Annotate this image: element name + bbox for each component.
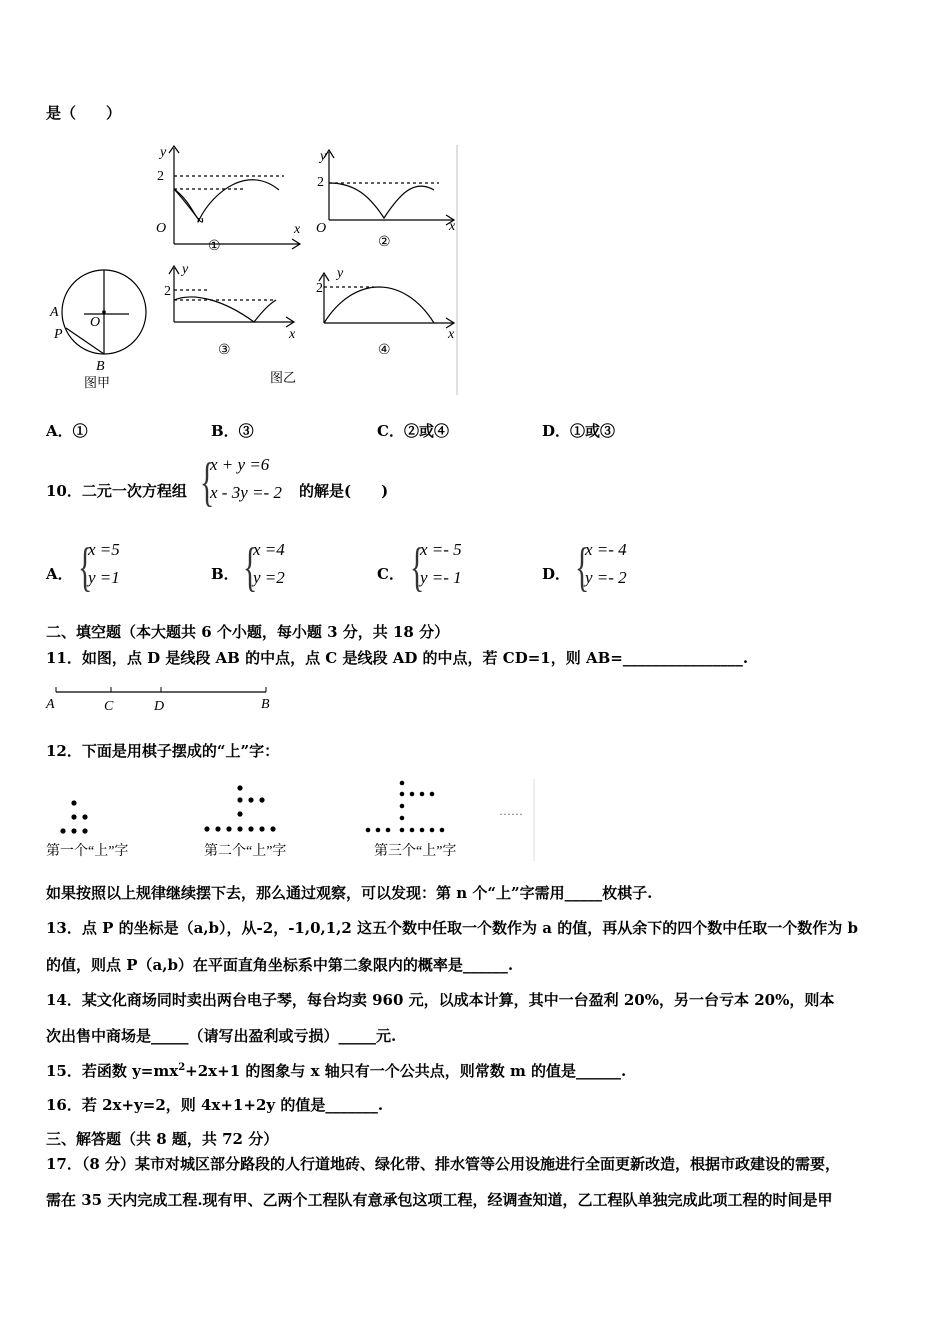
g4-y: y <box>337 266 344 281</box>
q10-system: { x + y =6 x - 3y =- 2 <box>200 452 282 512</box>
q10-option-b-system: { x =4 y =2 <box>243 537 285 597</box>
g2-two: 2 <box>317 175 324 190</box>
g1-label: ① <box>208 239 221 254</box>
q9-tail: 是（ ） <box>46 104 122 122</box>
g3-y: y <box>182 262 189 277</box>
g3-two: 2 <box>164 284 171 299</box>
q9-option-a: A．① <box>46 422 88 440</box>
q13-line-1: 13．点 P 的坐标是（a,b），从-2，-1,0,1,2 这五个数中任取一个数作为 a 的值，再从余下的四个数中任取一个数作为 b <box>46 919 858 937</box>
q10-stem-prefix: 10．二元一次方程组 <box>46 482 187 500</box>
g3-label: ③ <box>218 343 231 358</box>
q11-segment-figure <box>44 682 284 716</box>
g2-y: y <box>320 149 327 164</box>
q12-ellipsis: …… <box>499 804 523 818</box>
q14-line-2: 次出售中商场是_____（请写出盈利或亏损）_____元. <box>46 1027 397 1045</box>
g1-x: x <box>294 222 301 237</box>
q10-option-a-system: { x =5 y =1 <box>78 537 120 597</box>
q12-follow-text: 如果按照以上规律继续摆下去，那么通过观察，可以发现：第 n 个“上”字需用_____枚棋子. <box>46 884 653 902</box>
circle-p: P <box>54 327 63 342</box>
q11-label-a: A <box>46 697 55 712</box>
q10-stem-suffix: 的解是( ) <box>299 482 389 500</box>
g2-label: ② <box>378 235 391 250</box>
q11-text: 11．如图，点 D 是线段 AB 的中点，点 C 是线段 AD 的中点，若 CD=1，则 AB=________________. <box>46 649 749 667</box>
q17-line-1: 17．（8 分）某市对城区部分路段的人行道地砖、绿化带、排水管等公用设施进行全面更新改造，根据市政建设的需要， <box>46 1155 841 1173</box>
g3-x: x <box>289 327 296 342</box>
q12-pattern-figure <box>44 775 536 863</box>
q10-option-b-letter: B． <box>211 565 239 583</box>
q13-line-2: 的值，则点 P（a,b）在平面直角坐标系中第二象限内的概率是______. <box>46 956 514 974</box>
g2-o: O <box>316 221 327 236</box>
section-3-heading: 三、解答题（共 8 题，共 72 分） <box>46 1130 279 1148</box>
q12-text: 12．下面是用棋子摆成的“上”字： <box>46 742 280 760</box>
q9-figure <box>44 140 464 400</box>
q11-label-d: D <box>154 699 165 714</box>
q12-caption-3: 第三个“上”字 <box>374 844 457 859</box>
q12-caption-1: 第一个“上”字 <box>46 844 129 859</box>
q14-line-1: 14．某文化商场同时卖出两台电子琴，每台均卖 960 元，以成本计算，其中一台盈利 20%，另一台亏本 20%，则本 <box>46 991 835 1009</box>
g4-x: x <box>448 327 455 342</box>
q11-label-c: C <box>104 699 114 714</box>
q9-option-b: B．③ <box>211 422 254 440</box>
q16-text: 16．若 2x+y=2，则 4x+1+2y 的值是_______. <box>46 1096 384 1114</box>
circle-o: O <box>90 315 101 330</box>
g4-two: 2 <box>316 281 323 296</box>
q12-caption-2: 第二个“上”字 <box>204 844 287 859</box>
g1-two: 2 <box>157 169 164 184</box>
section-2-heading: 二、填空题（本大题共 6 个小题，每小题 3 分，共 18 分） <box>46 623 450 641</box>
g2-x: x <box>449 219 456 234</box>
fig-a-caption: 图甲 <box>84 375 111 390</box>
circle-b: B <box>96 359 105 374</box>
q17-line-2: 需在 35 天内完成工程.现有甲、乙两个工程队有意承包这项工程，经调查知道，乙工程队单独完成此项工程的时间是甲 <box>46 1191 833 1209</box>
q11-label-b: B <box>261 697 270 712</box>
g4-label: ④ <box>378 343 391 358</box>
fig-b-caption: 图乙 <box>270 370 297 385</box>
q10-option-c-letter: C． <box>377 565 404 583</box>
q9-option-c: C．②或④ <box>377 422 449 440</box>
q15-text: 15．若函数 $y=mx^2+2x+1$ 的图象与 x 轴只有一个公共点，则常数 m 的值是______. <box>46 1062 627 1080</box>
g1-y: y <box>160 145 167 160</box>
q10-option-d-letter: D． <box>542 565 571 583</box>
q10-option-c-system: { x =- 5 y =- 1 <box>410 537 462 597</box>
q9-option-d: D．①或③ <box>542 422 616 440</box>
q10-option-d-system: { x =- 4 y =- 2 <box>575 537 627 597</box>
g1-o: O <box>156 221 167 236</box>
q10-option-a-letter: A． <box>46 565 73 583</box>
circle-a: A <box>50 305 59 320</box>
